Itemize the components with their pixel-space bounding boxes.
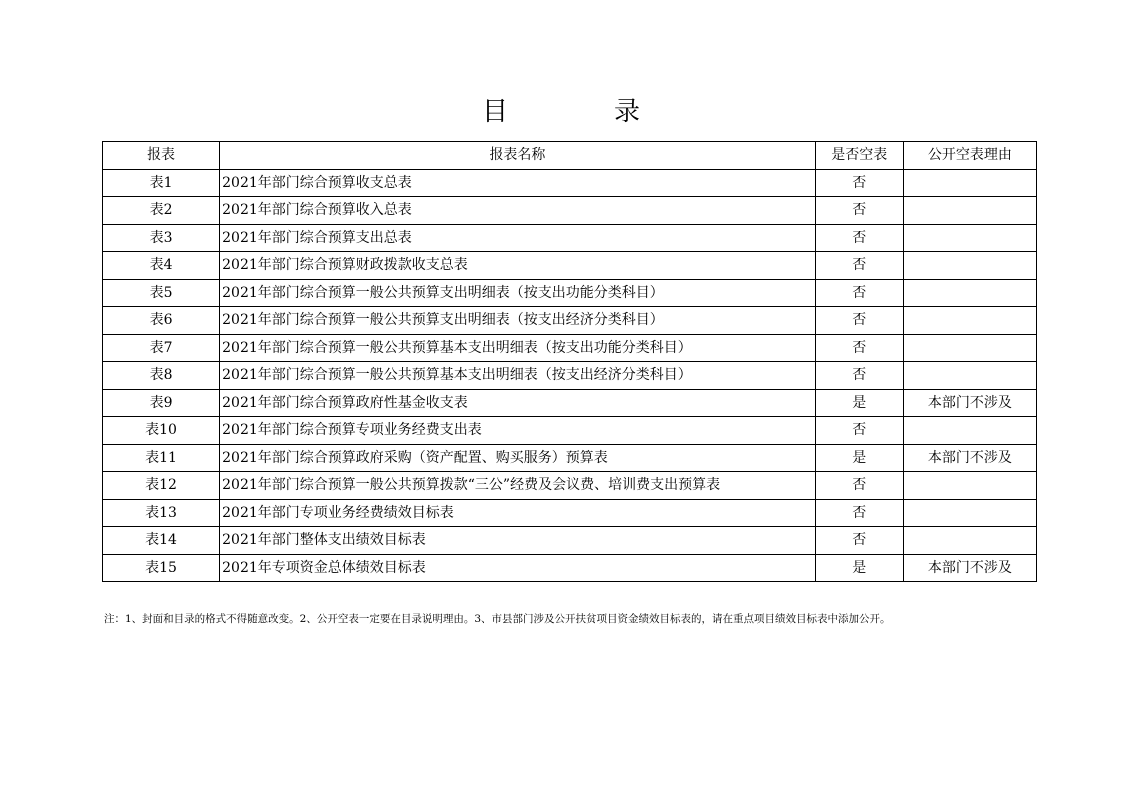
cell-is-empty: 否 [815,499,903,527]
header-is-empty: 是否空表 [815,142,903,170]
header-report-name: 报表名称 [220,142,816,170]
cell-is-empty: 否 [815,279,903,307]
cell-empty-reason [903,307,1036,335]
cell-is-empty: 否 [815,417,903,445]
cell-report-name: 2021年部门综合预算专项业务经费支出表 [220,417,816,445]
table-row [103,197,1037,225]
cell-report-name: 2021年部门专项业务经费绩效目标表 [220,499,816,527]
catalog-table [102,141,1037,582]
cell-report-no: 表9 [103,389,220,417]
cell-is-empty: 是 [815,554,903,582]
cell-report-name: 2021年部门整体支出绩效目标表 [220,527,816,555]
cell-report-no: 表7 [103,334,220,362]
cell-report-no: 表3 [103,224,220,252]
table-row [103,252,1037,280]
cell-report-name: 2021年部门综合预算财政拨款收支总表 [220,252,816,280]
cell-empty-reason [903,472,1036,500]
page-title: 目 录 [481,97,680,127]
table-body [103,169,1037,582]
table-row [103,169,1037,197]
cell-is-empty: 否 [815,169,903,197]
header-empty-reason: 公开空表理由 [903,142,1036,170]
cell-is-empty: 否 [815,197,903,225]
table-row [103,417,1037,445]
cell-report-name: 2021年部门综合预算收支总表 [220,169,816,197]
cell-is-empty: 否 [815,307,903,335]
cell-report-no: 表5 [103,279,220,307]
cell-empty-reason [903,527,1036,555]
table-row [103,499,1037,527]
cell-report-no: 表10 [103,417,220,445]
cell-empty-reason: 本部门不涉及 [903,389,1036,417]
cell-is-empty: 是 [815,444,903,472]
cell-empty-reason [903,417,1036,445]
table-row [103,389,1037,417]
cell-report-no: 表13 [103,499,220,527]
cell-empty-reason [903,169,1036,197]
table-row [103,527,1037,555]
cell-is-empty: 否 [815,334,903,362]
cell-report-no: 表4 [103,252,220,280]
cell-report-name: 2021年部门综合预算政府采购（资产配置、购买服务）预算表 [220,444,816,472]
cell-is-empty: 否 [815,362,903,390]
table-row [103,472,1037,500]
cell-is-empty: 否 [815,527,903,555]
cell-empty-reason [903,499,1036,527]
cell-report-name: 2021年部门综合预算收入总表 [220,197,816,225]
cell-empty-reason: 本部门不涉及 [903,554,1036,582]
cell-report-name: 2021年部门综合预算政府性基金收支表 [220,389,816,417]
cell-report-name: 2021年专项资金总体绩效目标表 [220,554,816,582]
cell-report-name: 2021年部门综合预算支出总表 [220,224,816,252]
cell-empty-reason [903,224,1036,252]
cell-empty-reason [903,362,1036,390]
cell-empty-reason [903,197,1036,225]
table-row [103,307,1037,335]
header-report-no: 报表 [103,142,220,170]
cell-report-no: 表6 [103,307,220,335]
table-row [103,279,1037,307]
cell-report-no: 表12 [103,472,220,500]
cell-report-no: 表15 [103,554,220,582]
cell-report-no: 表8 [103,362,220,390]
cell-report-name: 2021年部门综合预算一般公共预算支出明细表（按支出功能分类科目） [220,279,816,307]
cell-empty-reason [903,334,1036,362]
table-row [103,224,1037,252]
cell-is-empty: 是 [815,389,903,417]
cell-report-name: 2021年部门综合预算一般公共预算基本支出明细表（按支出功能分类科目） [220,334,816,362]
cell-report-name: 2021年部门综合预算一般公共预算支出明细表（按支出经济分类科目） [220,307,816,335]
cell-empty-reason [903,279,1036,307]
table-row [103,444,1037,472]
cell-report-no: 表11 [103,444,220,472]
cell-empty-reason: 本部门不涉及 [903,444,1036,472]
cell-is-empty: 否 [815,224,903,252]
cell-report-no: 表14 [103,527,220,555]
cell-report-no: 表2 [103,197,220,225]
cell-empty-reason [903,252,1036,280]
cell-is-empty: 否 [815,472,903,500]
cell-report-name: 2021年部门综合预算一般公共预算拨款“三公”经费及会议费、培训费支出预算表 [220,472,816,500]
cell-report-no: 表1 [103,169,220,197]
table-row [103,362,1037,390]
cell-is-empty: 否 [815,252,903,280]
table-row [103,554,1037,582]
cell-report-name: 2021年部门综合预算一般公共预算基本支出明细表（按支出经济分类科目） [220,362,816,390]
table-row [103,334,1037,362]
footnote: 注：1、封面和目录的格式不得随意改变。2、公开空表一定要在目录说明理由。3、市县部门涉及公开扶贫项目资金绩效目标表的，请在重点项目绩效目标表中添加公开。 [104,613,891,625]
table-header-row [103,142,1037,170]
